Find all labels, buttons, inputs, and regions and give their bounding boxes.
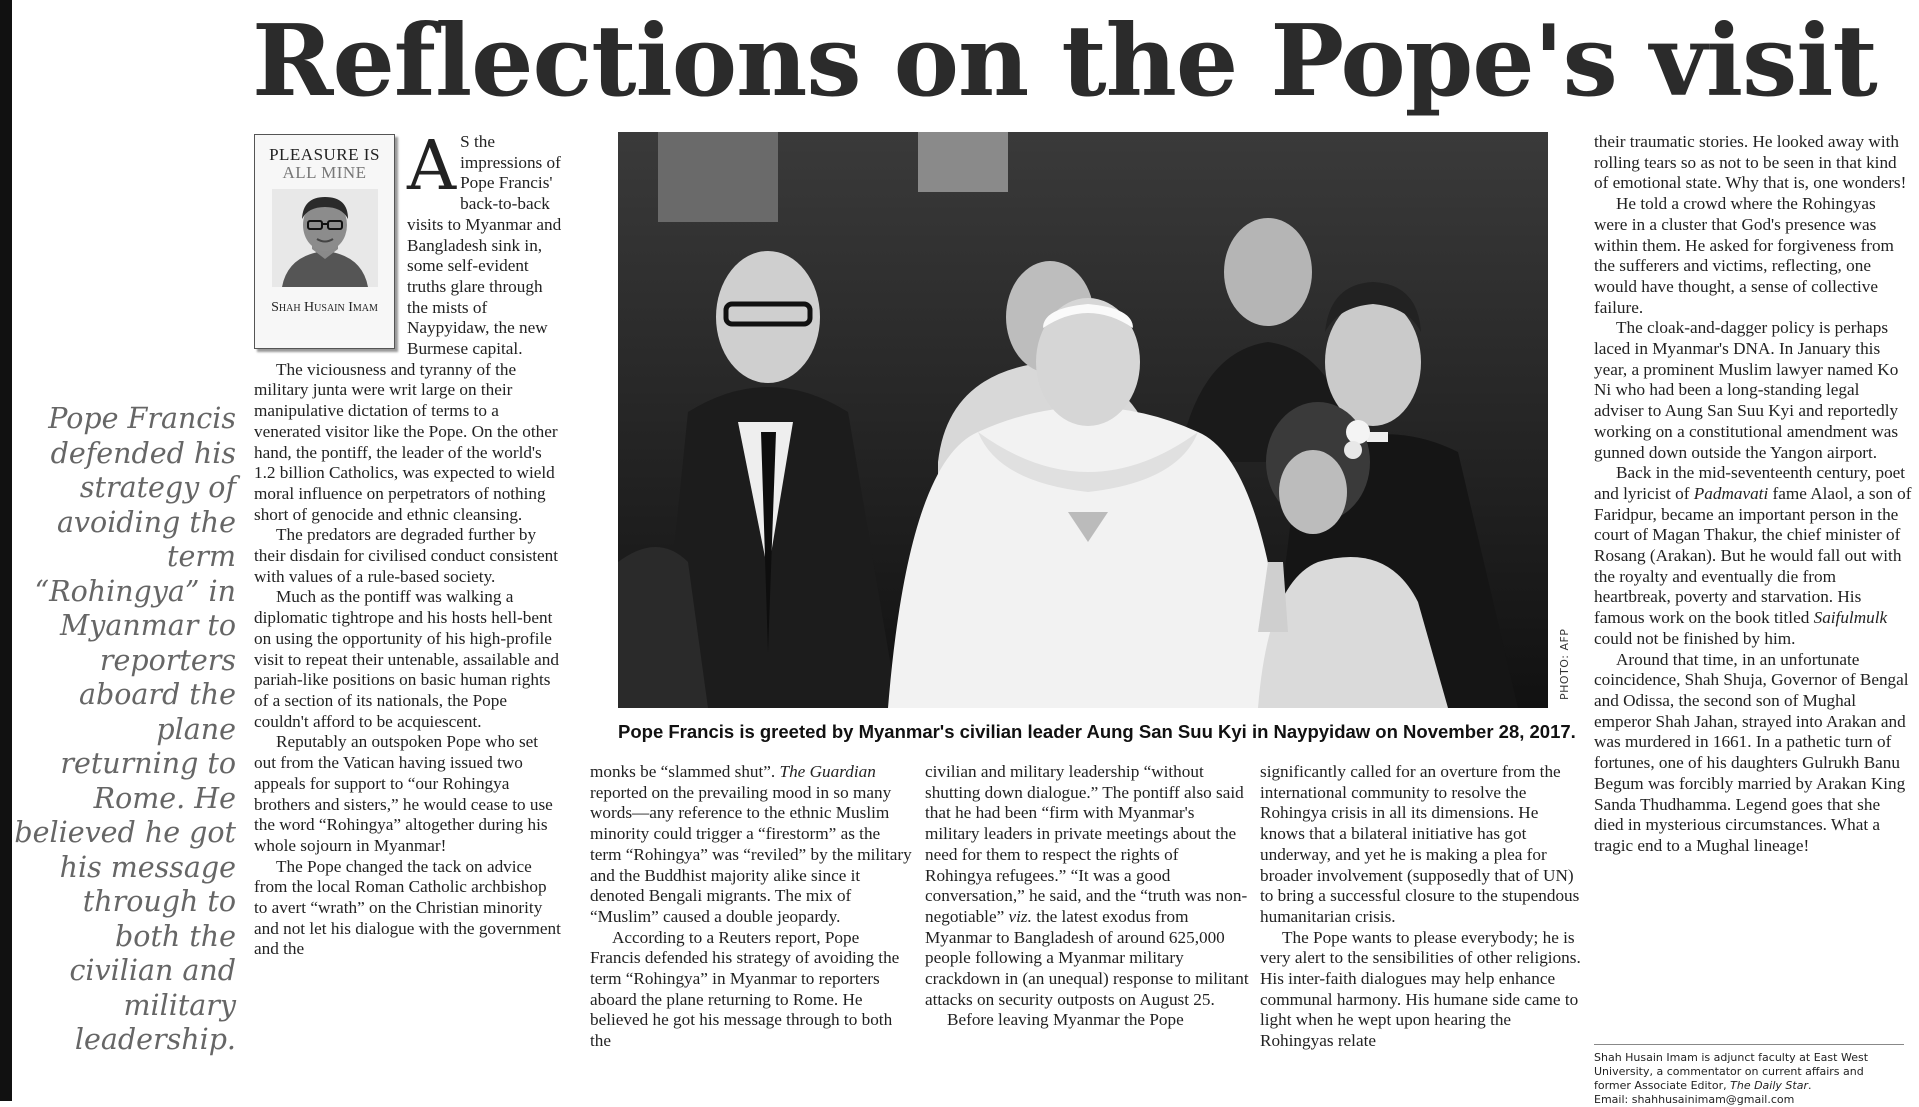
paragraph: The cloak-and-dagger policy is perhaps laced in Myanmar's DNA. In January this year, a prominent Muslim lawyer named Ko Ni who had been a long-standing legal adviser to Aung San Suu Kyi and reportedly working on a constitutional amendment was gunned down outside the Yangon airport. xyxy=(1594,318,1899,462)
paragraph: The viciousness and tyranny of the military junta were writ large on their manipulative dictation of terms to a venerated visitor like the Pope. On the other hand, the pontiff, the leader of the world's 1.2 billion Catholics, was expected to wield moral influence on perpetrators of nothing short of genocide and ethnic cleansing. xyxy=(254,359,558,524)
news-photo-image xyxy=(618,132,1548,708)
article-column-4 xyxy=(1260,762,1582,1052)
paragraph: Reputably an outspoken Pope who set out from the Vatican having issued two appeals for support to “our Rohingya brothers and sisters,” he would cease to use the word “Rohingya” altogether during his whole sojourn in Myanmar! xyxy=(254,732,553,855)
paragraph: The Pope wants to please everybody; he is very alert to the sensibilities of other religions. His inter-faith dialogues may help enhance communal harmony. His humane side came to light when he wept upon hearing the Rohingyas relate xyxy=(1260,927,1581,1051)
paragraph: The predators are degraded further by their disdain for civilised conduct consistent with values of a rule-based society. xyxy=(254,525,559,586)
paragraph: Much as the pontiff was walking a diplomatic tightrope and his hosts hell-bent on using the opportunity of his high-profile visit to repeat their untenable, assailable and pariah-like positions on basic human rights of a section of its nationals, the Pope couldn't afford to be acquiescent. xyxy=(254,587,559,731)
drop-cap: A xyxy=(407,127,457,206)
latin-term: viz. xyxy=(1008,906,1032,926)
paragraph: He told a crowd where the Rohingyas were in a cluster that God's presence was within them. He asked for forgiveness from the sufferers and victims, reflecting, one would have thought, a sense of collective failure. xyxy=(1594,194,1894,317)
paragraph-text: civilian and military leadership “without shutting down dialogue.” The pontiff also said that he had been “firm with Myanmar's military leaders in private meetings about the need for them to respect the rights of Rohingya refugees.” “It was a good conversation,” he said, and the “truth was non-negotiable” xyxy=(925,762,1248,926)
column-badge-subtitle: ALL MINE xyxy=(282,162,367,182)
article-column-2 xyxy=(590,762,914,1052)
book-title: Saifulmulk xyxy=(1813,608,1888,628)
paragraph-text: could not be finished by him. xyxy=(1594,628,1796,648)
pull-quote: Pope Francis defended his strategy of avoiding the term “Rohingya” in Myanmar to reporters aboard the plane returning to Rome. He believed he got his message through to both the civilian and military leadership. xyxy=(14,402,236,1056)
publication-name: The Guardian xyxy=(779,762,876,781)
paragraph: Before leaving Myanmar the Pope xyxy=(947,1010,1184,1030)
author-bio xyxy=(1594,1044,1904,1107)
bio-text: Shah Husain Imam is adjunct faculty at East West University, a commentator on current affairs and former Associate Editor, xyxy=(1594,1051,1869,1092)
paragraph xyxy=(590,762,914,928)
column-badge xyxy=(254,134,395,349)
paragraph: The Pope changed the tack on advice from the local Roman Catholic archbishop to avert “wrath” on the Christian minority and not let his dialogue with the government and the xyxy=(254,856,561,959)
headline: Reflections on the Pope's visit xyxy=(252,4,1877,119)
paragraph-text: fame Alaol, a son of Faridpur, became an important person in the court of Magan Thakur, the chief minister of Rosang (Arakan). But he would fall out with the royalty and eventually die from heartbreak, poverty and starvation. His famous work on the book titled xyxy=(1594,483,1912,628)
paragraph-text: reported on the prevailing mood in so many words—any reference to the ethnic Muslim minority could trigger a “firestorm” as the term “Rohingya” was “reviled” by the military and the Buddhist majority alike since it denoted Bengali migrants. The mix of “Muslim” caused a double jeopardy. xyxy=(590,782,912,926)
work-title: Padmavati xyxy=(1693,483,1769,503)
paragraph: Around that time, in an unfortunate coincidence, Shah Shuja, Governor of Bengal and Odissa, the second son of Mughal emperor Shah Jahan, strayed into Arakan and was murdered in 1661. In a pathetic turn of fortunes, one of his daughters Gulrukh Banu Begum was forcibly married by Arakan King Sanda Thudhamma. Legend goes that she died in mysterious circumstances. What a tragic end to a Mughal lineage! xyxy=(1594,649,1909,855)
column-badge-author: Shah Husain Imam xyxy=(271,300,378,316)
paragraph: According to a Reuters report, Pope Francis defended his strategy of avoiding the term “Rohingya” in Myanmar to reporters aboard the plane returning to Rome. He believed he got his message through to both the xyxy=(590,927,900,1051)
author-portrait xyxy=(272,189,378,287)
paragraph: significantly called for an overture from the international community to resolve the Rohingya crisis in all its dimensions. He knows that a bilateral initiative has got underway, and yet he is making a plea for broader involvement (supposedly that of UN) to bring a successful closure to the stupendous humanitarian crisis. xyxy=(1260,762,1580,926)
column-badge-title: PLEASURE IS xyxy=(269,145,380,164)
article-column-3 xyxy=(925,762,1249,1031)
left-margin-bar xyxy=(0,0,12,1101)
paragraph-text: Back in the mid-seventeenth century, poet and lyricist of xyxy=(1594,463,1906,503)
paragraph-text: the latest exodus from Myanmar to Bangladesh of around 625,000 people following a Myanmar military crackdown in (an unequal) response to militant attacks on security outposts on August 25. xyxy=(925,906,1249,1009)
photo-caption: Pope Francis is greeted by Myanmar's civilian leader Aung San Suu Kyi in Naypyidaw on November 28, 2017. xyxy=(618,721,1576,742)
article-column-5 xyxy=(1594,132,1912,857)
news-photo xyxy=(618,132,1548,708)
bio-text: . xyxy=(1807,1079,1812,1092)
newspaper-name: The Daily Star xyxy=(1730,1079,1808,1092)
paragraph: S the impressions of Pope Francis' back-to-back visits to Myanmar and Bangladesh sink in, some self-evident truths glare through the mists of Naypyidaw, the new Burmese capital. xyxy=(407,132,562,359)
paragraph-text: monks be “slammed shut”. xyxy=(590,762,780,781)
article-column-1 xyxy=(254,127,564,960)
paragraph xyxy=(925,762,1249,1010)
author-bio-text xyxy=(1594,1051,1904,1093)
photo-credit: PHOTO: AFP xyxy=(1558,628,1571,700)
paragraph: their traumatic stories. He looked away with rolling tears so as not to be seen in that kind of emotional state. Why that is, one wonders! xyxy=(1594,132,1907,193)
paragraph xyxy=(1594,463,1912,649)
author-email: Email: shahhusainimam@gmail.com xyxy=(1594,1093,1795,1106)
